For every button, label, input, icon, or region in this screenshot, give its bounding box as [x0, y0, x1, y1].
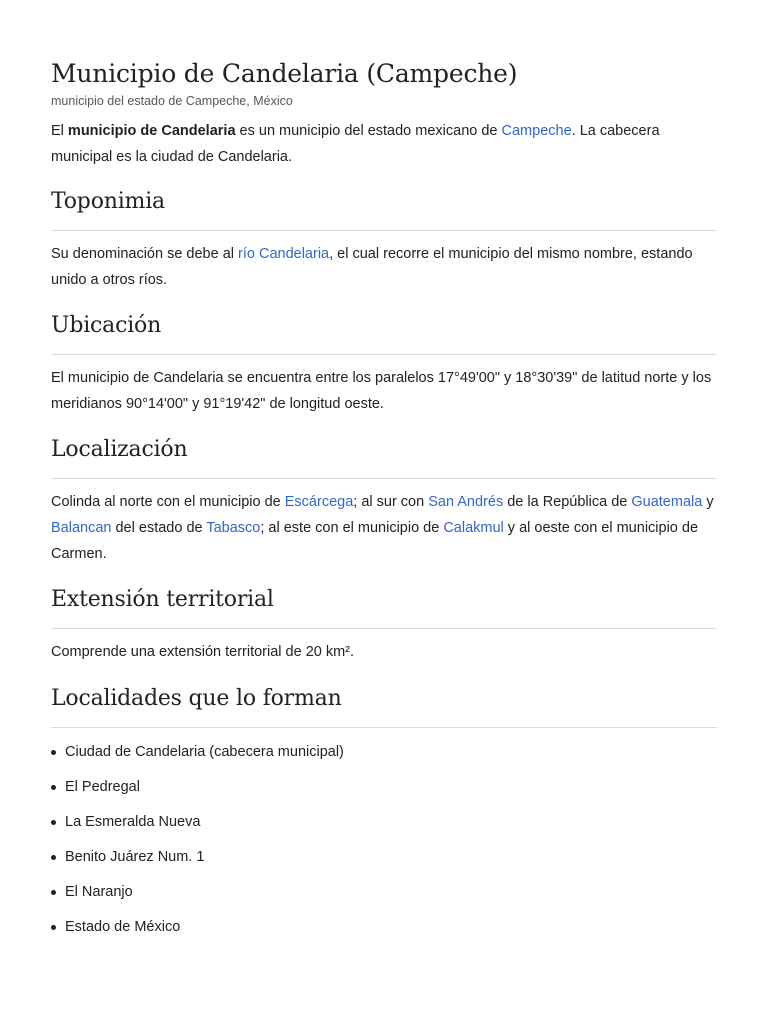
list-item-label: El Naranjo [65, 884, 133, 900]
localizacion-text: ; al sur con [353, 494, 429, 510]
list-item-label: Benito Juárez Num. 1 [65, 849, 205, 865]
localizacion-paragraph [51, 489, 717, 567]
link-guatemala[interactable]: Guatemala [631, 494, 703, 510]
list-item [51, 777, 717, 797]
heading-ubicacion: Ubicación [51, 311, 717, 355]
bullet-icon [51, 785, 56, 790]
list-item [51, 847, 717, 867]
link-balancan[interactable]: Balancan [51, 520, 112, 536]
list-item [51, 812, 717, 832]
extension-paragraph: Comprende una extensión territorial de 20 km². [51, 644, 355, 660]
localizacion-text: y al oeste con el municipio de Carmen. [51, 520, 699, 562]
toponimia-paragraph [51, 241, 717, 293]
intro-text: El [51, 123, 68, 139]
bullet-icon [51, 820, 56, 825]
intro-text: . La cabecera municipal es la ciudad de Candelaria. [51, 123, 660, 165]
link-rio-candelaria[interactable]: río Candelaria [238, 246, 330, 262]
link-escarcega[interactable]: Escárcega [284, 494, 354, 510]
link-tabasco[interactable]: Tabasco [206, 520, 261, 536]
link-campeche[interactable]: Campeche [501, 123, 572, 139]
toponimia-text: Su denominación se debe al [51, 246, 239, 262]
bullet-icon [51, 925, 56, 930]
heading-toponimia: Toponimia [51, 187, 717, 231]
heading-extension: Extensión territorial [51, 585, 717, 629]
list-item [51, 917, 717, 937]
localizacion-text: de la República de [503, 494, 632, 510]
heading-localidades: Localidades que lo forman [51, 684, 717, 728]
bullet-icon [51, 890, 56, 895]
link-san-andres[interactable]: San Andrés [428, 494, 504, 510]
intro-paragraph [51, 118, 717, 170]
list-item [51, 882, 717, 902]
localizacion-text: del estado de [111, 520, 207, 536]
list-item [51, 742, 717, 762]
ubicacion-paragraph: El municipio de Candelaria se encuentra entre los paralelos 17°49'00" y 18°30'39" de latitud norte y los meridianos 90°14'00" y 91°19'42" de longitud oeste. [51, 370, 712, 412]
intro-bold: municipio de Candelaria [67, 123, 236, 139]
intro-text: es un municipio del estado mexicano de [235, 123, 502, 139]
list-item-label: El Pedregal [65, 779, 140, 795]
toponimia-text: , el cual recorre el municipio del mismo nombre, estando unido a otros ríos. [51, 246, 693, 288]
page-subtitle: municipio del estado de Campeche, México [51, 94, 293, 108]
localizacion-text: Colinda al norte con el municipio de [51, 494, 285, 510]
heading-localizacion: Localización [51, 435, 717, 479]
localizacion-text: y [702, 494, 714, 510]
list-item-label: La Esmeralda Nueva [65, 814, 201, 830]
bullet-icon [51, 750, 56, 755]
localidades-list [51, 742, 717, 937]
list-item-label: Ciudad de Candelaria (cabecera municipal) [65, 744, 344, 760]
link-calakmul[interactable]: Calakmul [443, 520, 504, 536]
list-item-label: Estado de México [65, 919, 181, 935]
bullet-icon [51, 855, 56, 860]
localizacion-text: ; al este con el municipio de [260, 520, 444, 536]
page-title: Municipio de Candelaria (Campeche) [51, 59, 518, 88]
